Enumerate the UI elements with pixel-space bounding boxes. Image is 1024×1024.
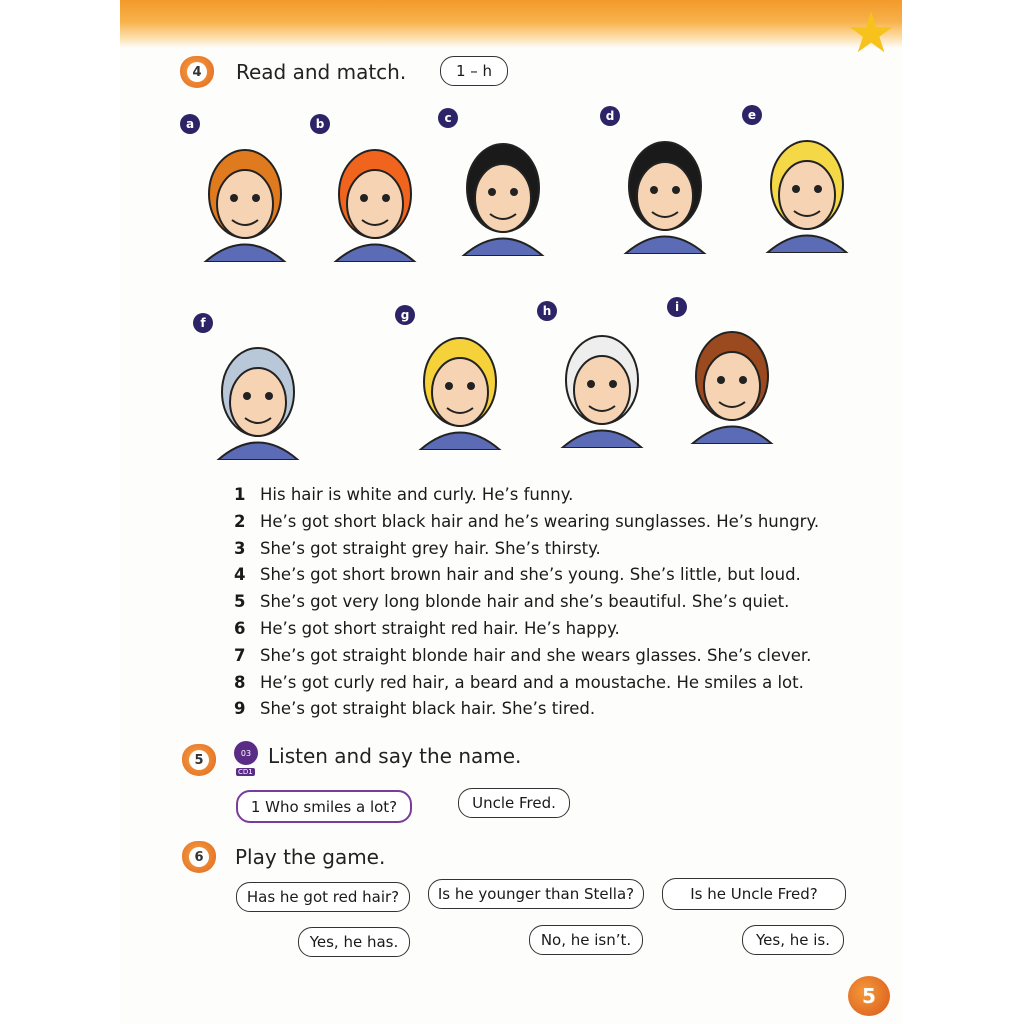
picture-letter: b (310, 114, 330, 134)
answer-bubble: Uncle Fred. (458, 788, 570, 818)
exercise-number-badge (182, 744, 216, 776)
sentence-item (234, 696, 819, 723)
sentence-text: She’s got straight blonde hair and she wears glasses. She’s clever. (260, 645, 812, 665)
sentence-text: He’s got curly red hair, a beard and a moustache. He smiles a lot. (260, 672, 804, 692)
cd-label: CD1 (238, 768, 253, 776)
sentence-item (234, 562, 819, 589)
character-illustration (752, 123, 862, 253)
page-number: 5 (848, 976, 890, 1016)
example-bubble: 1 – h (440, 56, 508, 86)
sentence-item (234, 643, 819, 670)
sentence-text: He’s got short straight red hair. He’s happy. (260, 618, 620, 638)
exercise-number: 4 (187, 62, 207, 82)
exercise-number-badge (182, 841, 216, 873)
answer-bubble: Yes, he has. (298, 927, 410, 957)
sentence-number: 8 (234, 672, 246, 692)
sentence-text: She’s got short brown hair and she’s young. She’s little, but loud. (260, 565, 801, 585)
sentence-number: 9 (234, 699, 246, 719)
sentence-text: He’s got short black hair and he’s wearing sunglasses. He’s hungry. (260, 511, 820, 531)
character-illustration (405, 320, 515, 450)
character-illustration (610, 124, 720, 254)
character-illustration (677, 314, 787, 444)
sentence-item (234, 509, 819, 536)
sentence-number: 3 (234, 538, 246, 558)
question-bubble: 1 Who smiles a lot? (236, 790, 412, 823)
sentence-item (234, 616, 819, 643)
sentence-number: 5 (234, 592, 246, 612)
picture-letter: i (667, 297, 687, 317)
question-bubble: Has he got red hair? (236, 882, 410, 912)
picture-letter: f (193, 313, 213, 333)
sentence-item (234, 589, 819, 616)
question-bubble: Is he younger than Stella? (428, 879, 644, 909)
sentence-text: She’s got very long blonde hair and she’s beautiful. She’s quiet. (260, 592, 790, 612)
sentence-item (234, 536, 819, 563)
character-illustration (547, 318, 657, 448)
picture-letter: g (395, 305, 415, 325)
character-illustration (320, 132, 430, 262)
sentence-text: She’s got straight black hair. She’s tired. (260, 699, 596, 719)
exercise-title: Play the game. (235, 845, 386, 869)
sentence-list (234, 482, 819, 723)
sentence-item (234, 482, 819, 509)
picture-letter: h (537, 301, 557, 321)
exercise-title: Listen and say the name. (268, 744, 522, 768)
sentence-text: His hair is white and curly. He’s funny. (260, 485, 574, 504)
picture-letter: e (742, 105, 762, 125)
answer-bubble: Yes, he is. (742, 925, 844, 955)
character-illustration (203, 330, 313, 460)
star-icon: ★ (846, 1, 897, 66)
answer-bubble: No, he isn’t. (529, 925, 643, 955)
picture-letter: c (438, 108, 458, 128)
exercise-title: Read and match. (236, 60, 407, 84)
picture-letter: a (180, 114, 200, 134)
sentence-item (234, 670, 819, 697)
sentence-number: 6 (234, 618, 246, 638)
picture-letter: d (600, 106, 620, 126)
character-illustration (190, 132, 300, 262)
exercise-number: 5 (189, 750, 209, 770)
exercise-number: 6 (189, 847, 209, 867)
sentence-number: 2 (234, 511, 246, 531)
character-illustration (448, 126, 558, 256)
audio-track-icon[interactable]: 03 (234, 741, 258, 765)
sentence-number: 7 (234, 645, 246, 665)
sentence-number: 1 (234, 485, 246, 504)
sentence-text: She’s got straight grey hair. She’s thirsty. (260, 538, 601, 558)
header-banner (120, 0, 902, 48)
sentence-number: 4 (234, 565, 246, 585)
question-bubble: Is he Uncle Fred? (662, 878, 846, 910)
exercise-number-badge (180, 56, 214, 88)
